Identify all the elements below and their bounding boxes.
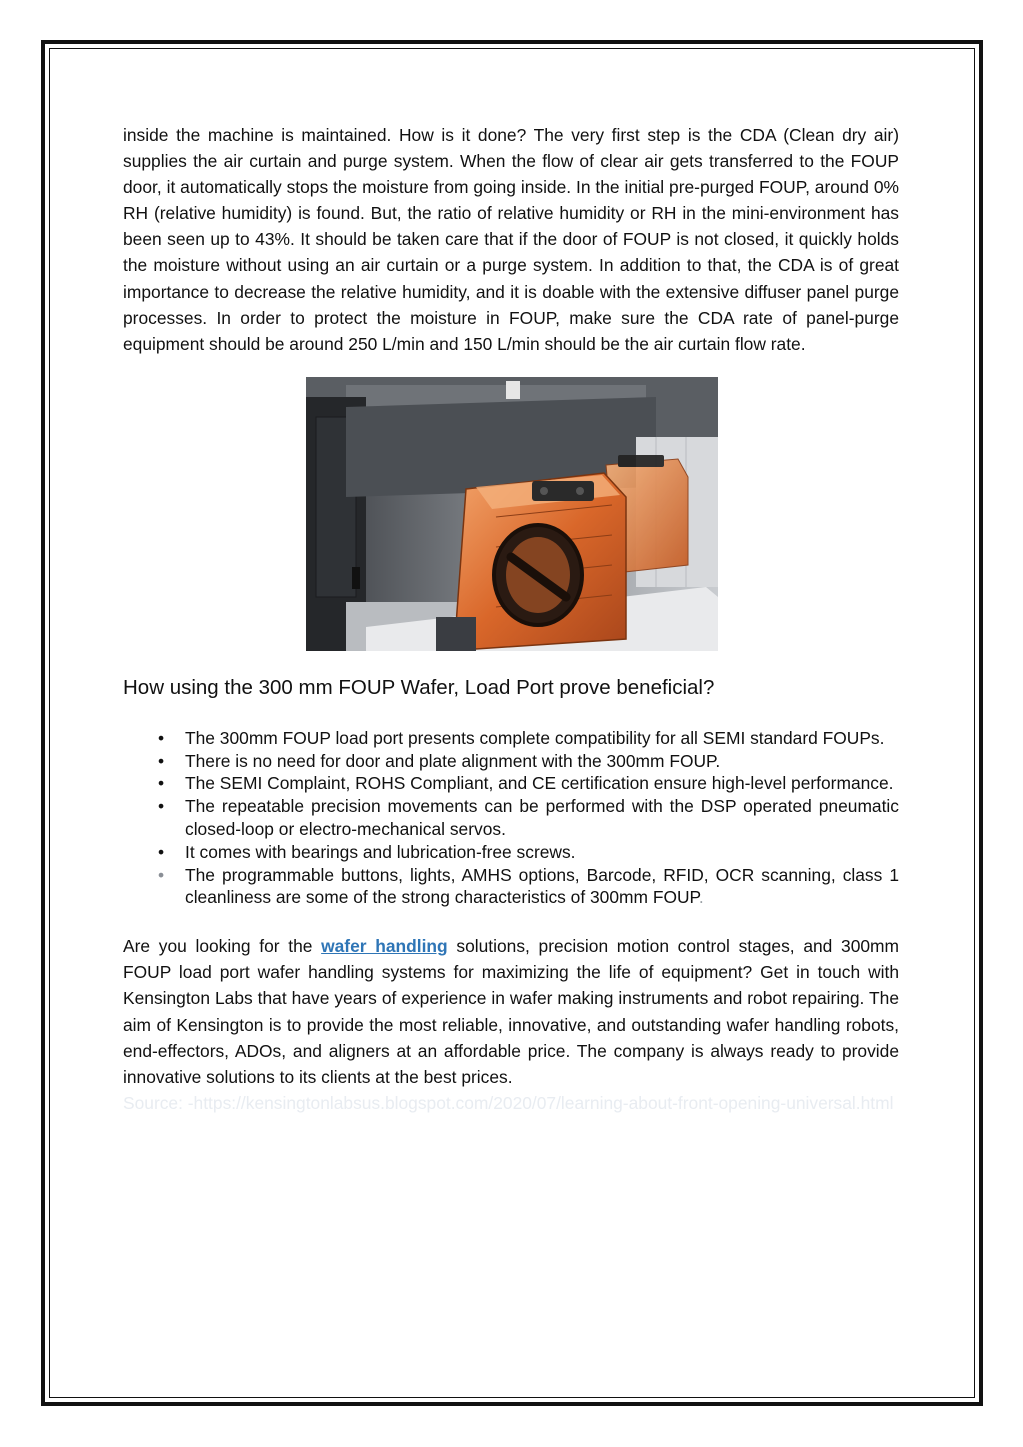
- list-item-text: The repeatable precision movements can be performed with the DSP operated pneumatic closed-loop or electro-mechanical servos.: [185, 796, 899, 840]
- list-item-text: The programmable buttons, lights, AMHS options, Barcode, RFID, OCR scanning, class 1 cleanliness are some of the strong characteristics of 300mm FOUP: [185, 864, 899, 908]
- list-item: [123, 841, 899, 864]
- list-item-text: There is no need for door and plate alignment with the 300mm FOUP.: [185, 750, 721, 771]
- intro-paragraph: inside the machine is maintained. How is it done? The very first step is the CDA (Clean dry air) supplies the air curtain and purge system. When the flow of clear air gets transferred to the FOUP door, it automatically stops the moisture from going inside. In the initial pre-purged FOUP, around 0% RH (relative humidity) is found. But, the ratio of relative humidity or RH in the mini-environment has been seen up to 43%. It should be taken care that if the door of FOUP is not closed, it quickly holds the moisture without using an air curtain or a purge system. In addition to that, the CDA is of great importance to decrease the relative humidity, and it is doable with the extensive diffuser panel purge processes. In order to protect the moisture in FOUP, make sure the CDA rate of panel-purge equipment should be around 250 L/min and 150 L/min should be the air curtain flow rate.: [123, 125, 899, 354]
- benefits-list: [123, 727, 899, 909]
- bullet-icon: •: [157, 727, 165, 748]
- bullet-icon: •: [157, 773, 165, 794]
- bullet-icon: •: [157, 796, 165, 817]
- list-item: [123, 772, 899, 795]
- list-item: [123, 727, 899, 750]
- closing-text-end: solutions, precision motion control stages, and 300mm FOUP load port wafer handling systems for maximizing the life of equipment? Get in touch with Kensington Labs that have years of experience in wafer making instruments and robot repairing. The aim of Kensington is to provide the most reliable, innovative, and outstanding wafer handling robots, end-effectors, ADOs, and aligners at an affordable price. The company is always ready to provide innovative solutions to its clients at the best prices.: [123, 936, 900, 1087]
- list-item: [123, 750, 899, 773]
- section-heading: How using the 300 mm FOUP Wafer, Load Port prove beneficial?: [123, 675, 715, 699]
- closing-text-start: Are you looking for the: [123, 936, 322, 957]
- document-body: [123, 122, 899, 1116]
- closing-paragraph: [123, 933, 899, 1090]
- bullet-icon: •: [157, 864, 165, 885]
- bullet-icon: •: [157, 750, 165, 771]
- list-item: [123, 795, 899, 841]
- wafer-handling-link[interactable]: wafer handling: [321, 936, 448, 957]
- source-line: Source: -https://kensingtonlabsus.blogspot.com/2020/07/learning-about-front-opening-universal.html: [123, 1092, 894, 1113]
- list-item: [123, 864, 899, 910]
- list-item-text: The 300mm FOUP load port presents complete compatibility for all SEMI standard FOUPs.: [185, 727, 885, 748]
- list-item-text: The SEMI Complaint, ROHS Compliant, and CE certification ensure high-level performance.: [185, 773, 894, 794]
- bullet-icon: •: [157, 841, 165, 862]
- trailing-period: .: [698, 887, 704, 908]
- foup-load-port-photo: [306, 377, 718, 651]
- list-item-text: It comes with bearings and lubrication-free screws.: [185, 841, 576, 862]
